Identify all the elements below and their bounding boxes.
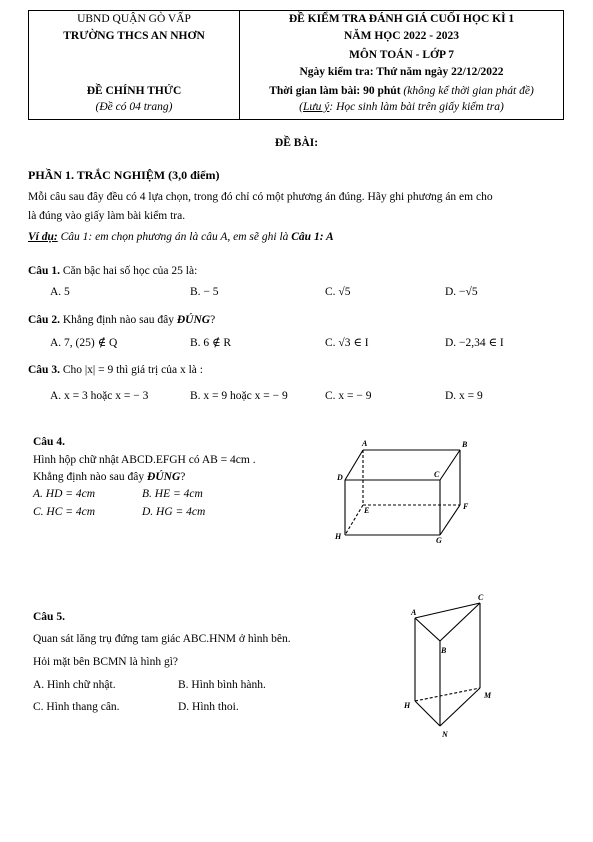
exam-note: (Lưu ý: Học sinh làm bài trên giấy kiểm tra) xyxy=(299,101,504,113)
q4-text: Khẳng định nào sau đây xyxy=(33,471,148,483)
de-bai-heading: ĐỀ BÀI: xyxy=(274,137,319,149)
q2-text: Khẳng định nào sau đây xyxy=(59,314,177,326)
q3-option-c: C. x = − 9 xyxy=(325,390,372,402)
q5-line-2: Hỏi mặt bên BCMN là hình gì? xyxy=(33,656,179,668)
q5-option-c: C. Hình thang cân. xyxy=(33,701,120,713)
q3-text: Cho |x| = 9 thì giá trị của x là : xyxy=(59,364,203,376)
cuboid-label-b: B xyxy=(462,440,468,449)
q2-label: Câu 2. xyxy=(28,314,60,326)
exam-date: Ngày kiểm tra: Thứ năm ngày 22/12/2022 xyxy=(299,66,504,78)
time-note: (không kể thời gian phát đề) xyxy=(400,85,534,97)
part1-title: PHẦN 1. TRẮC NGHIỆM (3,0 điểm) xyxy=(28,168,220,182)
q5-label: Câu 5. xyxy=(33,611,65,623)
part1-intro-2: là đúng vào giấy làm bài kiểm tra. xyxy=(28,210,186,222)
q1-stem xyxy=(28,265,197,277)
q2-option-d: D. −2,34 ∈ I xyxy=(445,337,504,349)
q2-option-a: A. 7, (25) ∉ Q xyxy=(50,337,118,349)
q5-option-d: D. Hình thoi. xyxy=(178,701,239,713)
q1-option-c: C. √5 xyxy=(325,286,351,298)
q3-option-d: D. x = 9 xyxy=(445,390,483,402)
q2-option-c: C. √3 ∈ I xyxy=(325,337,369,349)
example-answer: Câu 1: A xyxy=(291,231,334,243)
prism-label-m: M xyxy=(484,691,492,700)
header-box xyxy=(28,10,564,120)
q2-option-b: B. 6 ∉ R xyxy=(190,337,232,349)
q2-emph: ĐÚNG xyxy=(176,314,211,326)
prism-figure xyxy=(400,588,510,743)
prism-label-h: H xyxy=(404,701,411,710)
q1-label: Câu 1. xyxy=(28,265,60,277)
q3-option-b: B. x = 9 hoặc x = − 9 xyxy=(190,390,288,402)
q1-option-b: B. − 5 xyxy=(190,286,219,298)
q1-option-a: A. 5 xyxy=(50,286,70,298)
note-label: Lưu ý xyxy=(303,101,330,113)
q4-option-c: C. HC = 4cm xyxy=(33,506,96,518)
q4-option-b: B. HE = 4cm xyxy=(142,488,203,500)
cuboid-label-g: G xyxy=(436,536,442,545)
cuboid-figure xyxy=(330,435,480,550)
prism-label-b: B xyxy=(441,646,447,655)
exam-title: ĐỀ KIỂM TRA ĐÁNH GIÁ CUỐI HỌC KÌ 1 xyxy=(288,13,515,25)
q1-option-d: D. −√5 xyxy=(445,286,478,298)
q3-stem xyxy=(28,364,203,376)
part1-intro-1: Mỗi câu sau đây đều có 4 lựa chọn, trong đó chỉ có một phương án đúng. Hãy ghi phương án em cho xyxy=(28,191,493,203)
note-text: : Học sinh làm bài trên giấy kiểm tra) xyxy=(329,101,504,113)
cuboid-label-f: F xyxy=(463,502,469,511)
official-label: ĐỀ CHÍNH THỨC xyxy=(86,85,182,97)
q4-label: Câu 4. xyxy=(33,436,65,448)
cuboid-label-a: A xyxy=(362,439,368,448)
q4-line-1: Hình hộp chữ nhật ABCD.EFGH có AB = 4cm . xyxy=(33,454,256,466)
q5-line-1: Quan sát lăng trụ đứng tam giác ABC.HNM ở hình bên. xyxy=(33,633,291,645)
cuboid-label-h: H xyxy=(335,532,342,541)
example-text: Câu 1: em chọn phương án là câu A, em sẽ ghi là xyxy=(57,231,292,243)
q4-emph: ĐÚNG xyxy=(147,471,181,483)
q3-label: Câu 3. xyxy=(28,364,60,376)
prism-label-c: C xyxy=(478,593,484,602)
page-count: (Đề có 04 trang) xyxy=(95,101,173,113)
cuboid-label-d: D xyxy=(337,473,343,482)
school-year: NĂM HỌC 2022 - 2023 xyxy=(344,30,459,42)
dept-name: UBND QUẬN GÒ VẤP xyxy=(77,13,191,25)
prism-label-a: A xyxy=(411,608,417,617)
q5-option-b: B. Hình bình hành. xyxy=(178,679,266,691)
q3-option-a: A. x = 3 hoặc x = − 3 xyxy=(50,390,149,402)
q2-stem xyxy=(28,314,215,326)
cuboid-label-e: E xyxy=(364,506,370,515)
q5-option-a: A. Hình chữ nhật. xyxy=(33,679,116,691)
cuboid-label-c: C xyxy=(434,470,440,479)
exam-time xyxy=(240,85,563,97)
q4-option-d: D. HG = 4cm xyxy=(142,506,206,518)
example-line xyxy=(28,231,334,243)
prism-label-n: N xyxy=(442,730,448,739)
time-label: Thời gian làm bài: 90 phút xyxy=(269,85,401,97)
q2-end: ? xyxy=(210,314,216,326)
q4-line-2 xyxy=(33,471,185,483)
example-label: Ví dụ: xyxy=(28,231,58,243)
school-name: TRƯỜNG THCS AN NHƠN xyxy=(63,30,205,42)
subject: MÔN TOÁN - LỚP 7 xyxy=(349,49,454,61)
q1-text: Căn bậc hai số học của 25 là: xyxy=(59,265,198,277)
q4-end: ? xyxy=(180,471,186,483)
q4-option-a: A. HD = 4cm xyxy=(33,488,96,500)
